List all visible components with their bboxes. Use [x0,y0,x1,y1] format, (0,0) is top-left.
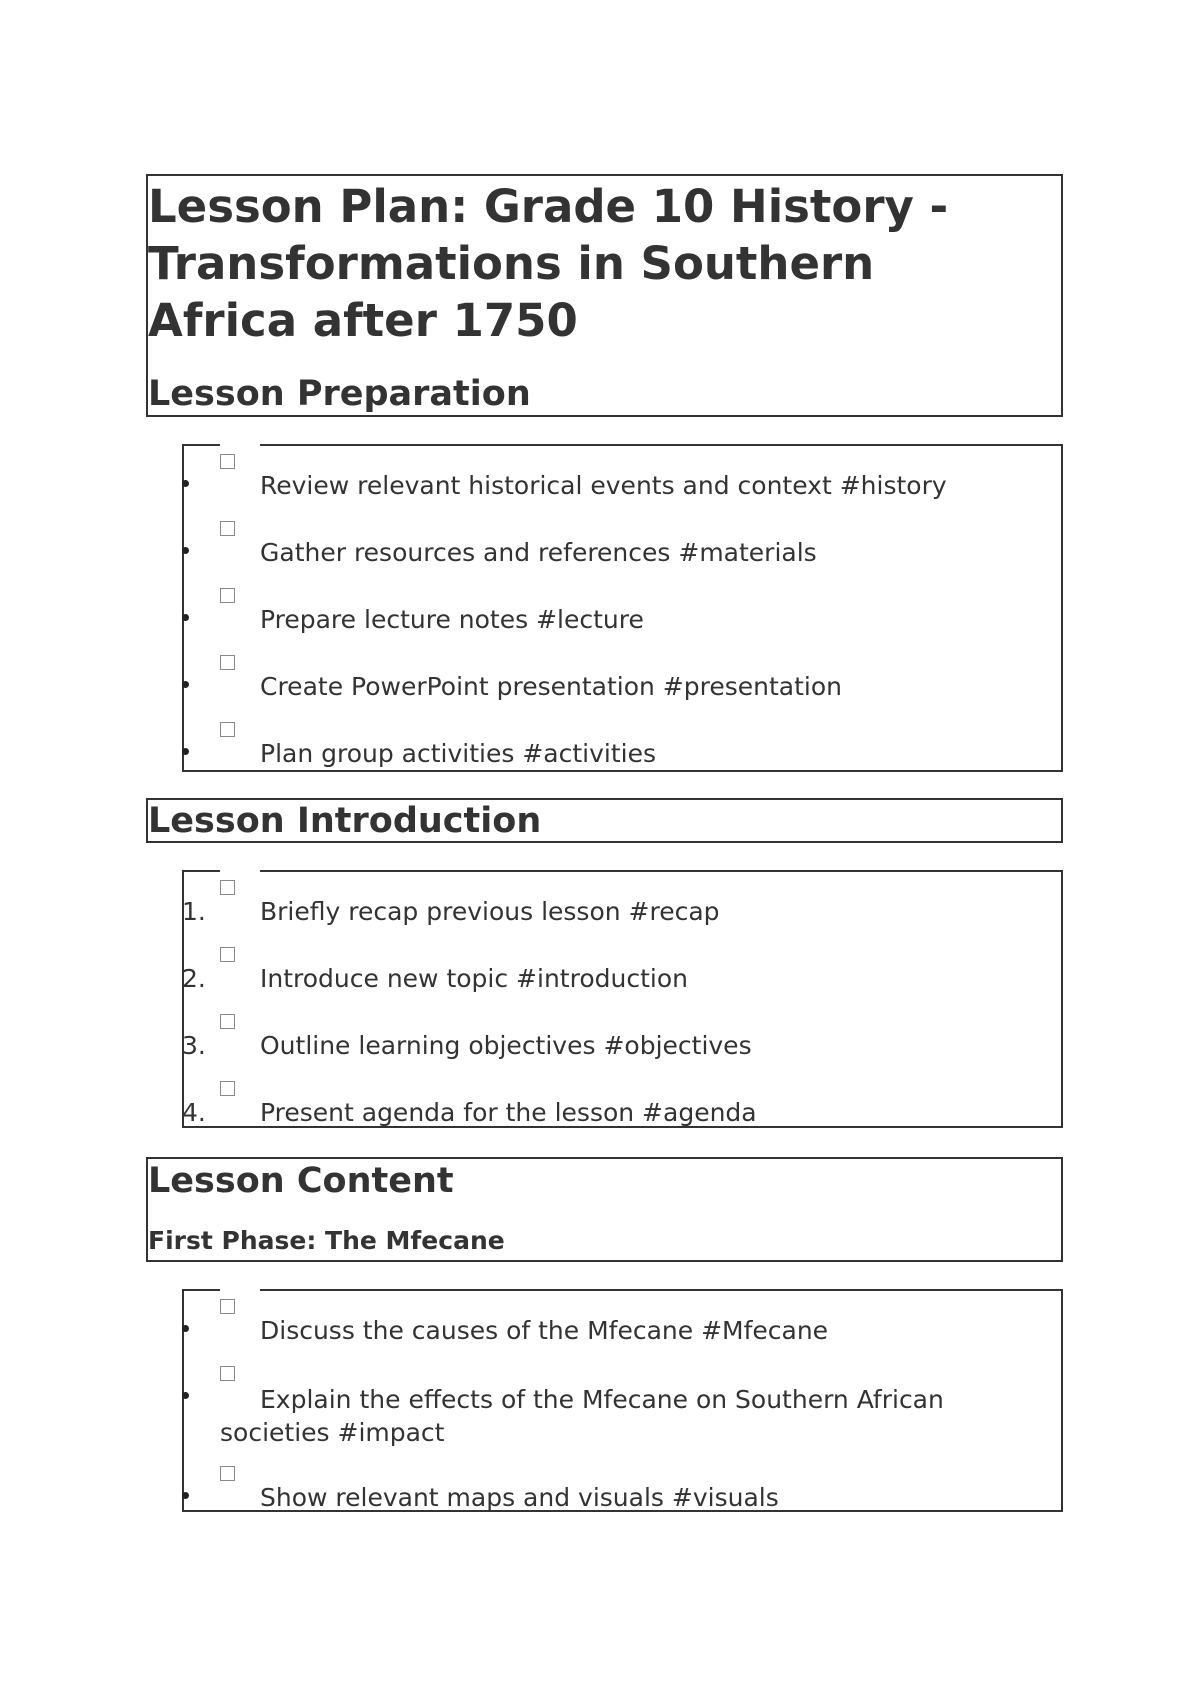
title-line: Africa after 1750 [148,294,578,347]
content-heading: Lesson Content [148,1161,454,1201]
list-number: 4. [182,1098,206,1127]
introduction-heading: Lesson Introduction [148,801,542,841]
checkbox-icon[interactable] [220,521,235,536]
page-title [148,178,948,349]
gap [220,869,260,875]
bullet-icon [182,480,189,487]
content-list [182,1289,1063,1512]
bullet-icon [182,1392,189,1399]
list-item [184,714,1061,781]
checkbox-icon[interactable] [220,880,235,895]
list-item [184,1073,1061,1140]
checkbox-icon[interactable] [220,1081,235,1096]
gap [220,443,260,449]
checkbox-icon[interactable] [220,1466,235,1481]
list-item-text: Create PowerPoint presentation #presentation [260,672,842,701]
title-box [146,174,1063,417]
content-subheading: First Phase: The Mfecane [148,1226,505,1255]
list-item-text: Outline learning objectives #objectives [260,1031,752,1060]
list-number: 3. [182,1031,206,1060]
list-item [184,1291,1061,1358]
list-item-text: Explain the effects of the Mfecane on Southern African societies #impact [220,1385,944,1447]
list-item [184,580,1061,647]
list-number: 1. [182,897,206,926]
list-item-text: Discuss the causes of the Mfecane #Mfecane [260,1316,829,1345]
list-item-text: Show relevant maps and visuals #visuals [260,1483,779,1512]
checkbox-icon[interactable] [220,655,235,670]
list-item [184,513,1061,580]
bullet-icon [182,1492,189,1499]
bullet-icon [182,614,189,621]
list-number: 2. [182,964,206,993]
preparation-heading: Lesson Preparation [148,374,531,414]
list-item-text: Prepare lecture notes #lecture [260,605,644,634]
content-heading-box [146,1157,1063,1262]
list-item-text: Briefly recap previous lesson #recap [260,897,720,926]
list-item [184,1358,1061,1458]
bullet-icon [182,681,189,688]
bullet-icon [182,547,189,554]
list-item-text: Plan group activities #activities [260,739,656,768]
gap [220,1288,260,1294]
list-item-text: Gather resources and references #materials [260,538,817,567]
title-line: Lesson Plan: Grade 10 History - [148,180,949,233]
preparation-list [182,444,1063,772]
checkbox-icon[interactable] [220,588,235,603]
bullet-icon [182,748,189,755]
list-item-text: Review relevant historical events and context #history [260,471,947,500]
checkbox-icon[interactable] [220,1014,235,1029]
checkbox-icon[interactable] [220,722,235,737]
checkbox-icon[interactable] [220,454,235,469]
checkbox-icon[interactable] [220,1366,235,1381]
title-line: Transformations in Southern [148,237,875,290]
list-item [184,872,1061,939]
list-item [184,1458,1061,1525]
list-item [184,446,1061,513]
list-item-text: Introduce new topic #introduction [260,964,688,993]
list-item [184,939,1061,1006]
list-item [184,647,1061,714]
list-item-text: Present agenda for the lesson #agenda [260,1098,757,1127]
checkbox-icon[interactable] [220,1299,235,1314]
checkbox-icon[interactable] [220,947,235,962]
list-item [184,1006,1061,1073]
introduction-heading-box [146,798,1063,843]
introduction-list [182,870,1063,1128]
bullet-icon [182,1325,189,1332]
